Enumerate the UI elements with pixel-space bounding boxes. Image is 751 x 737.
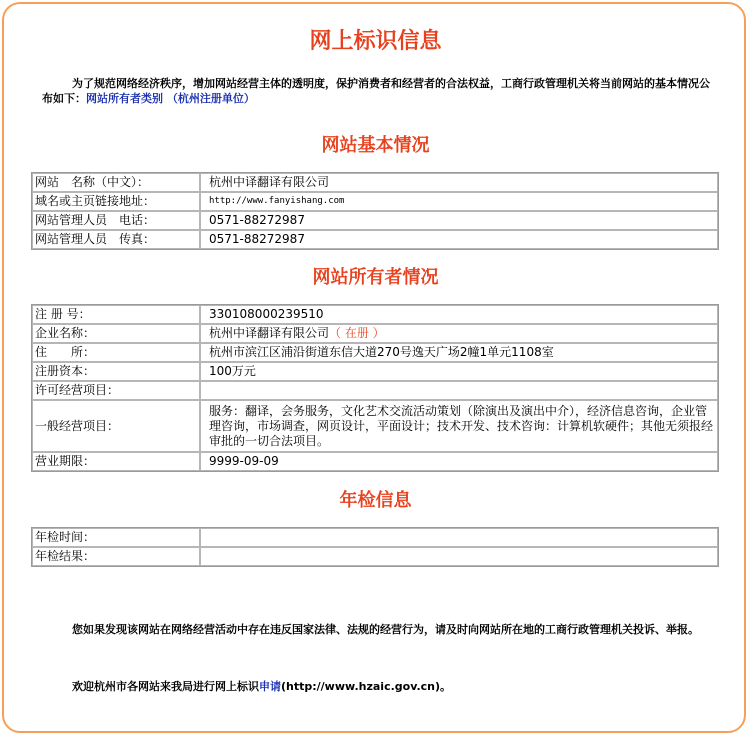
business-term-value: 9999-09-09	[200, 452, 718, 471]
table-row	[32, 547, 718, 566]
table-row	[32, 381, 718, 400]
annual-time-value	[200, 528, 718, 547]
annual-time-label: 年检时间：	[32, 528, 200, 547]
fax-label: 网站管理人员 传真：	[32, 230, 200, 249]
table-row	[32, 305, 718, 324]
phone-label: 网站管理人员 电话：	[32, 211, 200, 230]
table-row	[32, 528, 718, 547]
site-name-label: 网站 名称（中文）：	[32, 173, 200, 192]
general-business-label: 一般经营项目：	[32, 400, 200, 452]
basic-info-table	[31, 172, 719, 250]
company-name-value: 杭州中译翻译有限公司	[209, 326, 330, 340]
capital-value: 100万元	[200, 362, 718, 381]
domain-label: 域名或主页链接地址：	[32, 192, 200, 211]
fax-value: 0571-88272987	[200, 230, 718, 249]
complaint-paragraph	[42, 622, 712, 637]
capital-label: 注册资本：	[32, 362, 200, 381]
table-row	[32, 400, 718, 452]
intro-paragraph	[42, 76, 712, 106]
company-name-label: 企业名称：	[32, 324, 200, 343]
licensed-business-value	[200, 381, 718, 400]
company-status: （ 在册 ）	[329, 326, 385, 340]
address-value: 杭州市滨江区浦沿街道东信大道270号逸天广场2幢1单元1108室	[200, 343, 718, 362]
company-name-cell	[200, 324, 718, 343]
welcome-paragraph	[42, 679, 712, 694]
owner-heading: 网站所有者情况	[312, 267, 439, 288]
annual-result-value	[200, 547, 718, 566]
annual-info-table	[31, 527, 719, 567]
owner-category-value: （杭州注册单位）	[166, 92, 255, 105]
reg-number-label: 注 册 号：	[32, 305, 200, 324]
site-name-value: 杭州中译翻译有限公司	[200, 173, 718, 192]
phone-value: 0571-88272987	[200, 211, 718, 230]
address-label: 住 所：	[32, 343, 200, 362]
table-row	[32, 362, 718, 381]
business-term-label: 营业期限：	[32, 452, 200, 471]
basic-heading: 网站基本情况	[321, 135, 430, 156]
annual-result-label: 年检结果：	[32, 547, 200, 566]
owner-info-table	[31, 304, 719, 472]
annual-heading: 年检信息	[339, 490, 412, 511]
table-row	[32, 452, 718, 471]
welcome-text: 欢迎杭州市各网站来我局进行网上标识	[72, 680, 259, 693]
table-row	[32, 173, 718, 192]
apply-link[interactable]: 申请	[259, 680, 281, 693]
domain-link[interactable]: http://www.fanyishang.com	[200, 192, 718, 211]
licensed-business-label: 许可经营项目：	[32, 381, 200, 400]
welcome-url: (http://www.hzaic.gov.cn)。	[281, 680, 452, 693]
general-business-value: 服务：翻译，会务服务，文化艺术交流活动策划（除演出及演出中介），经济信息咨询，企业管理咨询，市场调查，网页设计，平面设计；技术开发、技术咨询：计算机软硬件；其他无须报经审批的一切合法项目。	[200, 400, 718, 452]
table-row	[32, 230, 718, 249]
intro-text: 为了规范网络经济秩序，增加网站经营主体的透明度，保护消费者和经营者的合法权益，工商行政管理机关将当前网站的基本情况公布如下：	[42, 77, 710, 105]
table-row	[32, 211, 718, 230]
page-title: 网上标识信息	[309, 29, 442, 54]
owner-category-link[interactable]: 网站所有者类别	[86, 92, 163, 105]
reg-number-value: 330108000239510	[200, 305, 718, 324]
table-row	[32, 192, 718, 211]
table-row	[32, 324, 718, 343]
table-row	[32, 343, 718, 362]
complaint-text: 您如果发现该网站在网络经营活动中存在违反国家法律、法规的经营行为，请及时向网站所在地的工商行政管理机关投诉、举报。	[72, 623, 699, 636]
